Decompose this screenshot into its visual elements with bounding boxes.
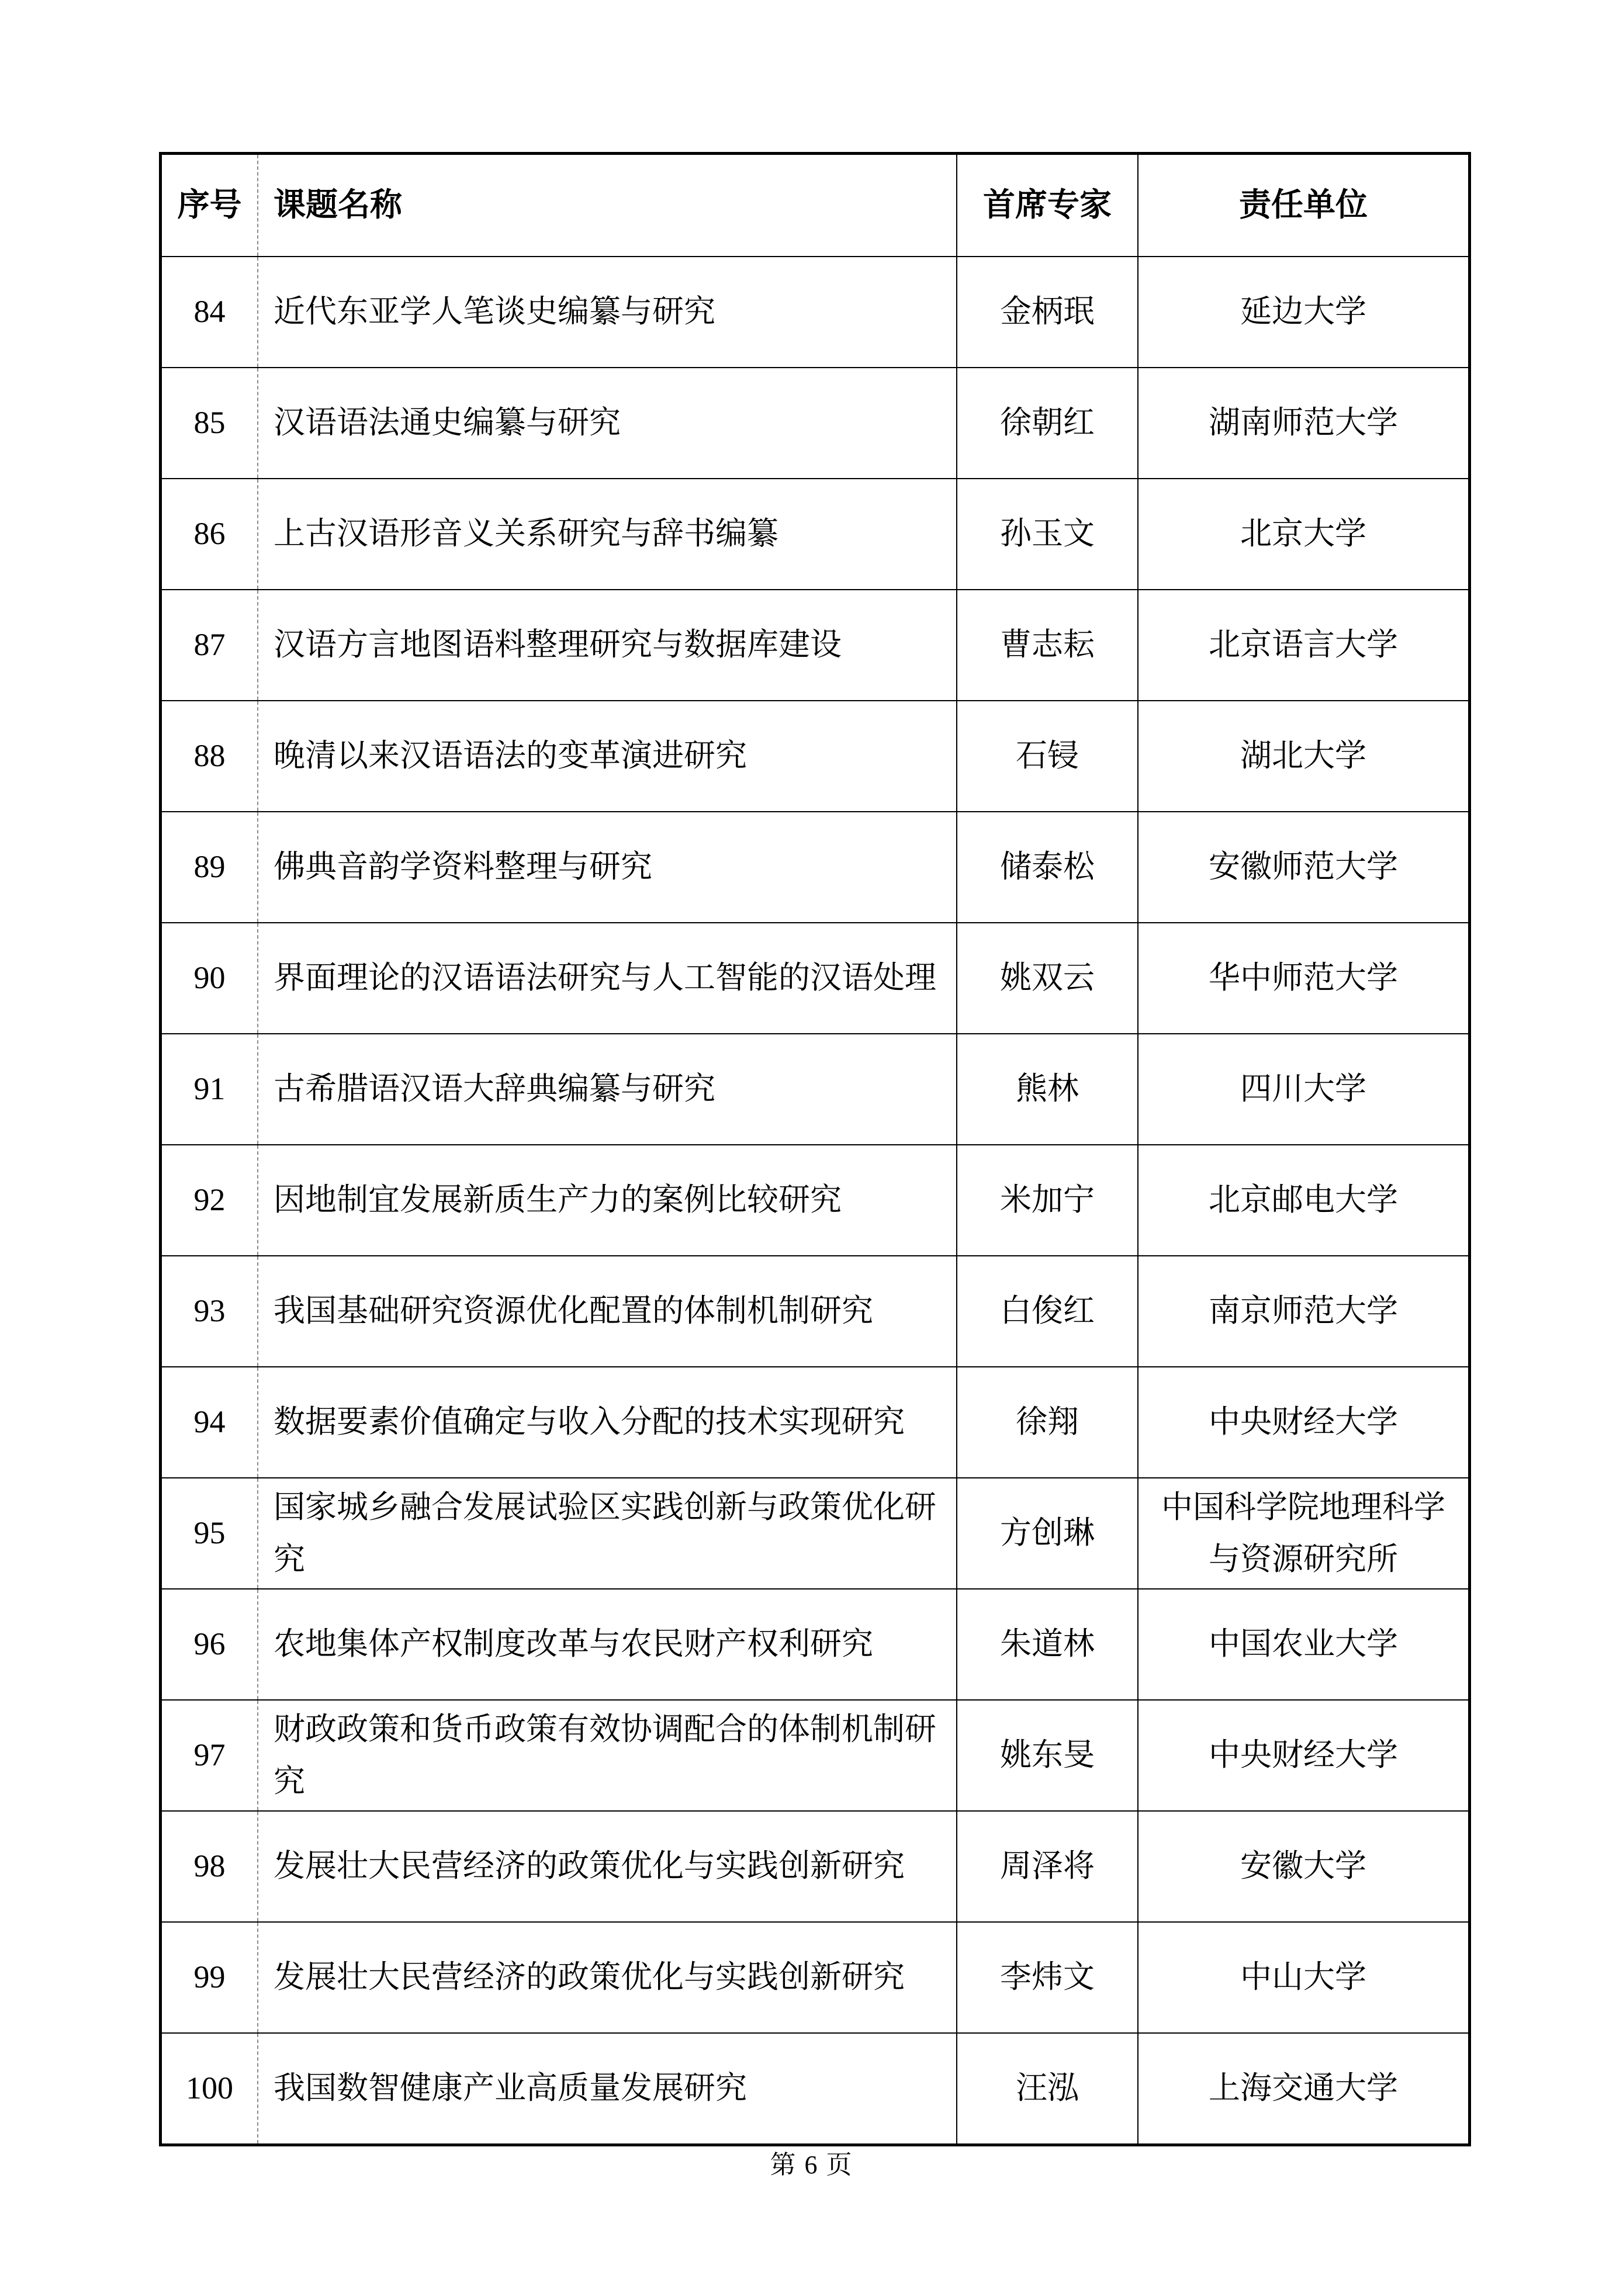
page-number-label: 第 6 页 <box>770 2150 853 2179</box>
project-title-cell: 界面理论的汉语语法研究与人工智能的汉语处理 <box>257 923 956 1033</box>
chief-expert-cell: 米加宁 <box>956 1145 1137 1255</box>
responsible-unit-cell: 中国科学院地理科学与资源研究所 <box>1137 1478 1468 1588</box>
responsible-unit-cell: 延边大学 <box>1137 257 1468 367</box>
project-title-cell: 因地制宜发展新质生产力的案例比较研究 <box>257 1145 956 1255</box>
chief-expert-cell: 孙玉文 <box>956 479 1137 589</box>
responsible-unit-cell: 安徽大学 <box>1137 1812 1468 1921</box>
project-title-cell: 汉语方言地图语料整理研究与数据库建设 <box>257 590 956 700</box>
row-number-cell: 99 <box>193 1959 226 1995</box>
project-title-cell: 我国数智健康产业高质量发展研究 <box>257 2034 956 2143</box>
header-chief-expert: 首席专家 <box>956 155 1137 256</box>
project-title-cell: 佛典音韵学资料整理与研究 <box>257 812 956 922</box>
responsible-unit-cell: 安徽师范大学 <box>1137 812 1468 922</box>
row-number-cell: 98 <box>193 1848 226 1884</box>
chief-expert-cell: 熊林 <box>956 1034 1137 1144</box>
project-title-cell: 农地集体产权制度改革与农民财产权利研究 <box>257 1589 956 1699</box>
project-title-cell: 上古汉语形音义关系研究与辞书编纂 <box>257 479 956 589</box>
row-number-cell: 91 <box>193 1071 226 1107</box>
table-row <box>162 700 1468 811</box>
responsible-unit-cell: 北京语言大学 <box>1137 590 1468 700</box>
chief-expert-cell: 方创琳 <box>956 1478 1137 1588</box>
header-serial-number: 序号 <box>177 187 242 223</box>
project-title-cell: 我国基础研究资源优化配置的体制机制研究 <box>257 1256 956 1366</box>
row-number-cell: 86 <box>193 516 226 552</box>
chief-expert-cell: 石锓 <box>956 701 1137 811</box>
chief-expert-cell: 白俊红 <box>956 1256 1137 1366</box>
chief-expert-cell: 姚双云 <box>956 923 1137 1033</box>
row-number-cell: 94 <box>193 1404 226 1440</box>
row-number-cell: 92 <box>193 1182 226 1218</box>
chief-expert-cell: 金柄珉 <box>956 257 1137 367</box>
table-row <box>162 1921 1468 2032</box>
table-row <box>162 811 1468 922</box>
table-row <box>162 1255 1468 1366</box>
table-body <box>162 256 1468 2143</box>
chief-expert-cell: 徐朝红 <box>956 368 1137 478</box>
row-number-cell: 84 <box>193 294 226 330</box>
row-number-cell: 89 <box>193 849 226 885</box>
responsible-unit-cell: 上海交通大学 <box>1137 2034 1468 2143</box>
table-row <box>162 1366 1468 1477</box>
projects-table <box>159 152 1471 2146</box>
chief-expert-cell: 曹志耘 <box>956 590 1137 700</box>
chief-expert-cell: 汪泓 <box>956 2034 1137 2143</box>
row-number-cell: 93 <box>193 1293 226 1329</box>
responsible-unit-cell: 湖南师范大学 <box>1137 368 1468 478</box>
project-title-cell: 发展壮大民营经济的政策优化与实践创新研究 <box>257 1923 956 2032</box>
page-footer <box>0 2143 1623 2181</box>
responsible-unit-cell: 华中师范大学 <box>1137 923 1468 1033</box>
table-row <box>162 478 1468 589</box>
table-row <box>162 922 1468 1033</box>
responsible-unit-cell: 北京邮电大学 <box>1137 1145 1468 1255</box>
project-title-cell: 晚清以来汉语语法的变革演进研究 <box>257 701 956 811</box>
row-number-cell: 90 <box>193 960 226 996</box>
table-header-row <box>162 155 1468 256</box>
row-number-cell: 100 <box>186 2070 233 2106</box>
chief-expert-cell: 李炜文 <box>956 1923 1137 2032</box>
table-row <box>162 1477 1468 1588</box>
responsible-unit-cell: 中山大学 <box>1137 1923 1468 2032</box>
chief-expert-cell: 徐翔 <box>956 1367 1137 1477</box>
responsible-unit-cell: 四川大学 <box>1137 1034 1468 1144</box>
row-number-cell: 95 <box>193 1515 226 1551</box>
responsible-unit-cell: 中央财经大学 <box>1137 1701 1468 1810</box>
project-title-cell: 发展壮大民营经济的政策优化与实践创新研究 <box>257 1812 956 1921</box>
project-title-cell: 汉语语法通史编纂与研究 <box>257 368 956 478</box>
table-row <box>162 1033 1468 1144</box>
row-number-cell: 96 <box>193 1626 226 1662</box>
table-row <box>162 2032 1468 2143</box>
project-title-cell: 数据要素价值确定与收入分配的技术实现研究 <box>257 1367 956 1477</box>
table-row <box>162 367 1468 478</box>
row-number-cell: 87 <box>193 627 226 663</box>
table-row <box>162 1810 1468 1921</box>
table-row <box>162 1699 1468 1810</box>
table-row <box>162 1144 1468 1255</box>
responsible-unit-cell: 中央财经大学 <box>1137 1367 1468 1477</box>
row-number-cell: 97 <box>193 1737 226 1773</box>
project-title-cell: 国家城乡融合发展试验区实践创新与政策优化研究 <box>257 1478 956 1588</box>
header-project-title: 课题名称 <box>257 155 956 256</box>
table-row <box>162 256 1468 367</box>
responsible-unit-cell: 中国农业大学 <box>1137 1589 1468 1699</box>
project-title-cell: 财政政策和货币政策有效协调配合的体制机制研究 <box>257 1701 956 1810</box>
table-row <box>162 1588 1468 1699</box>
chief-expert-cell: 储泰松 <box>956 812 1137 922</box>
project-title-cell: 近代东亚学人笔谈史编纂与研究 <box>257 257 956 367</box>
chief-expert-cell: 周泽将 <box>956 1812 1137 1921</box>
row-number-cell: 88 <box>193 738 226 774</box>
responsible-unit-cell: 北京大学 <box>1137 479 1468 589</box>
responsible-unit-cell: 南京师范大学 <box>1137 1256 1468 1366</box>
row-number-cell: 85 <box>193 405 226 441</box>
project-title-cell: 古希腊语汉语大辞典编纂与研究 <box>257 1034 956 1144</box>
table-row <box>162 589 1468 700</box>
chief-expert-cell: 朱道林 <box>956 1589 1137 1699</box>
chief-expert-cell: 姚东旻 <box>956 1701 1137 1810</box>
header-responsible-unit: 责任单位 <box>1137 155 1468 256</box>
responsible-unit-cell: 湖北大学 <box>1137 701 1468 811</box>
